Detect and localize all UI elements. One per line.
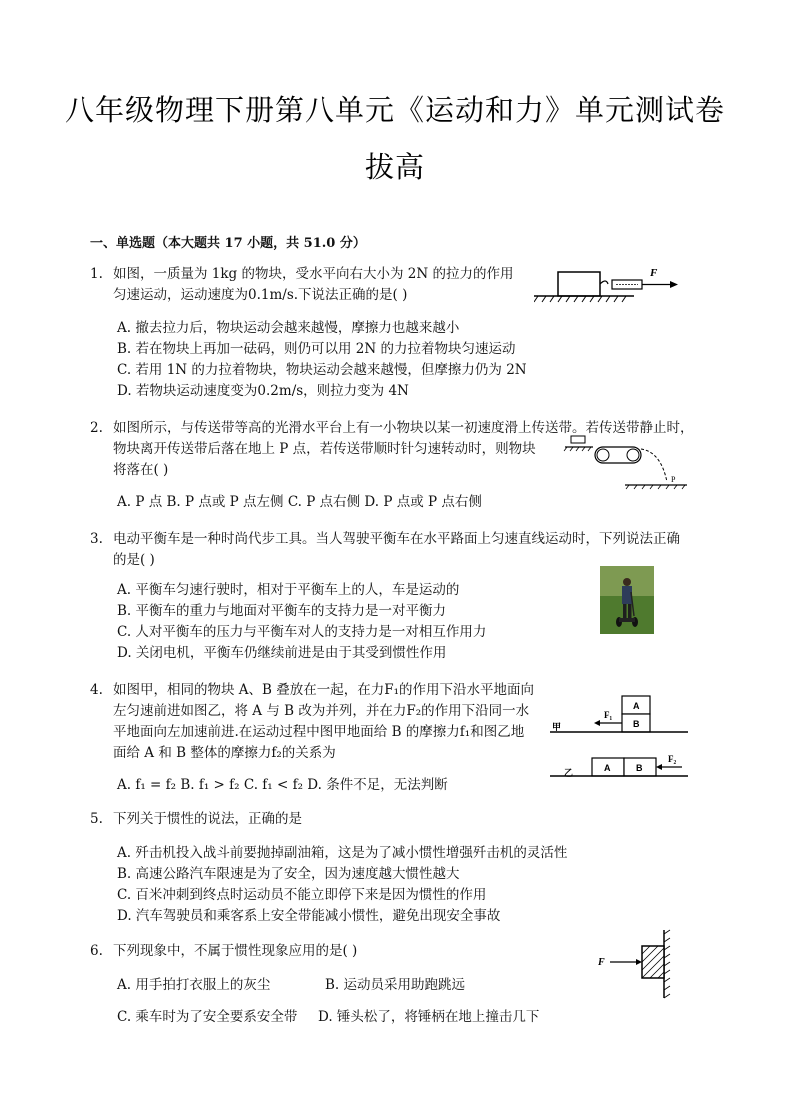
question-1-number: 1. xyxy=(90,266,103,282)
force-f-label: F xyxy=(650,267,658,279)
question-3-option-b[interactable]: B. 平衡车的重力与地面对平衡车的支持力是一对平衡力 xyxy=(117,603,447,619)
stacked-blocks-diagram xyxy=(550,690,690,790)
block-b-side-label: B xyxy=(636,763,643,773)
figure-yi-label: 乙 xyxy=(564,769,574,779)
question-3-stem xyxy=(113,529,680,571)
question-5-number: 5. xyxy=(90,811,103,827)
question-5-option-a[interactable]: A. 歼击机投入战斗前要抛掉副油箱，这是为了减小惯性增强歼击机的灵活性 xyxy=(117,845,568,861)
question-2-line-2: 物块离开传送带后落在地上 P 点，若传送带顺时针匀速转动时，则物块 xyxy=(113,441,536,457)
question-6-stem xyxy=(113,941,357,962)
question-6-option-c[interactable]: C. 乘车时为了安全要系安全带 xyxy=(117,1009,298,1025)
point-p-label: P xyxy=(671,475,676,484)
question-3-line-2: 的是( ) xyxy=(113,552,155,568)
force-f1-label: F₁ xyxy=(604,710,613,720)
force-f2-label: F₂ xyxy=(668,754,677,764)
question-3-option-c[interactable]: C. 人对平衡车的压力与平衡车对人的支持力是一对相互作用力 xyxy=(117,624,487,640)
question-5-option-c[interactable]: C. 百米冲刺到终点时运动员不能立即停下来是因为惯性的作用 xyxy=(117,887,487,903)
conveyor-belt-diagram xyxy=(563,432,688,492)
block-a-side-label: A xyxy=(604,763,611,773)
question-3-option-d[interactable]: D. 关闭电机，平衡车仍继续前进是由于其受到惯性作用 xyxy=(117,645,447,661)
block-against-wall-diagram xyxy=(596,928,676,1000)
question-4-line-3: 平地面向左加速前进.在运动过程中图甲地面给 B 的摩擦力f₁和图乙地 xyxy=(113,724,525,740)
block-a-top-label: A xyxy=(633,701,640,711)
question-4-line-2: 左匀速前进如图乙，将 A 与 B 改为并列，并在力F₂的作用下沿同一水 xyxy=(113,703,530,719)
question-2-line-3: 将落在( ) xyxy=(113,462,169,478)
question-6-option-a[interactable]: A. 用手拍打衣服上的灰尘 xyxy=(117,977,271,993)
question-2-options[interactable]: A. P 点 B. P 点或 P 点左侧 C. P 点右侧 D. P 点或 P 点右侧 xyxy=(117,494,482,510)
question-1-option-a[interactable]: A. 撤去拉力后，物块运动会越来越慢，摩擦力也越来越小 xyxy=(117,320,460,336)
question-1-stem xyxy=(113,264,513,306)
page-subtitle: 拔高 xyxy=(364,150,425,184)
question-3-option-a[interactable]: A. 平衡车匀速行驶时，相对于平衡车上的人，车是运动的 xyxy=(117,582,460,598)
question-5-line-1: 下列关于惯性的说法，正确的是 xyxy=(113,811,302,827)
question-6-number: 6. xyxy=(90,943,103,959)
question-3-number: 3. xyxy=(90,531,103,547)
question-4-stem xyxy=(113,680,534,764)
question-4-options[interactable]: A. f₁ = f₂ B. f₁ > f₂ C. f₁ < f₂ D. 条件不足，无法判断 xyxy=(117,777,448,793)
question-5-stem xyxy=(113,809,302,830)
question-2-line-1: 如图所示，与传送带等高的光滑水平台上有一小物块以某一初速度滑上传送带。若传送带静止时， xyxy=(113,420,694,436)
question-4-number: 4. xyxy=(90,682,103,698)
question-1-line-2: 匀速运动，运动速度为0.1m/s.下说法正确的是( ) xyxy=(113,287,408,303)
block-pull-diagram xyxy=(534,262,684,304)
question-6-option-d[interactable]: D. 锤头松了，将锤柄在地上撞击几下 xyxy=(318,1009,540,1025)
question-1-option-b[interactable]: B. 若在物块上再加一砝码，则仍可以用 2N 的力拉着物块匀速运动 xyxy=(117,341,516,357)
question-1-option-c[interactable]: C. 若用 1N 的力拉着物块，物块运动会越来越慢，但摩擦力仍为 2N xyxy=(117,362,527,378)
block-b-bottom-label: B xyxy=(633,719,640,729)
question-5-option-d[interactable]: D. 汽车驾驶员和乘客系上安全带能减小惯性，避免出现安全事故 xyxy=(117,908,501,924)
question-5-option-b[interactable]: B. 高速公路汽车限速是为了安全，因为速度越大惯性越大 xyxy=(117,866,460,882)
question-1-line-1: 如图，一质量为 1kg 的物块，受水平向右大小为 2N 的拉力的作用 xyxy=(113,266,514,282)
question-2-number: 2. xyxy=(90,420,103,436)
question-6-line-1: 下列现象中，不属于惯性现象应用的是( ) xyxy=(113,943,358,959)
question-6-option-b[interactable]: B. 运动员采用助跑跳远 xyxy=(325,977,466,993)
section-heading: 一、单选题（本大题共 17 小题，共 51.0 分） xyxy=(90,236,366,251)
page-title: 八年级物理下册第八单元《运动和力》单元测试卷 xyxy=(64,93,725,127)
question-4-line-1: 如图甲，相同的物块 A、B 叠放在一起，在力F₁的作用下沿水平地面向 xyxy=(113,682,535,698)
question-4-line-4: 面给 A 和 B 整体的摩擦力f₂的关系为 xyxy=(113,745,336,761)
balance-scooter-rider-icon xyxy=(600,566,654,634)
force-f-wall-label: F xyxy=(598,957,605,968)
question-1-option-d[interactable]: D. 若物块运动速度变为0.2m/s，则拉力变为 4N xyxy=(117,383,409,399)
question-3-line-1: 电动平衡车是一种时尚代步工具。当人驾驶平衡车在水平路面上匀速直线运动时，下列说法正确 xyxy=(113,531,680,547)
figure-jia-label: 甲 xyxy=(552,723,562,733)
balance-scooter-photo xyxy=(600,566,654,634)
